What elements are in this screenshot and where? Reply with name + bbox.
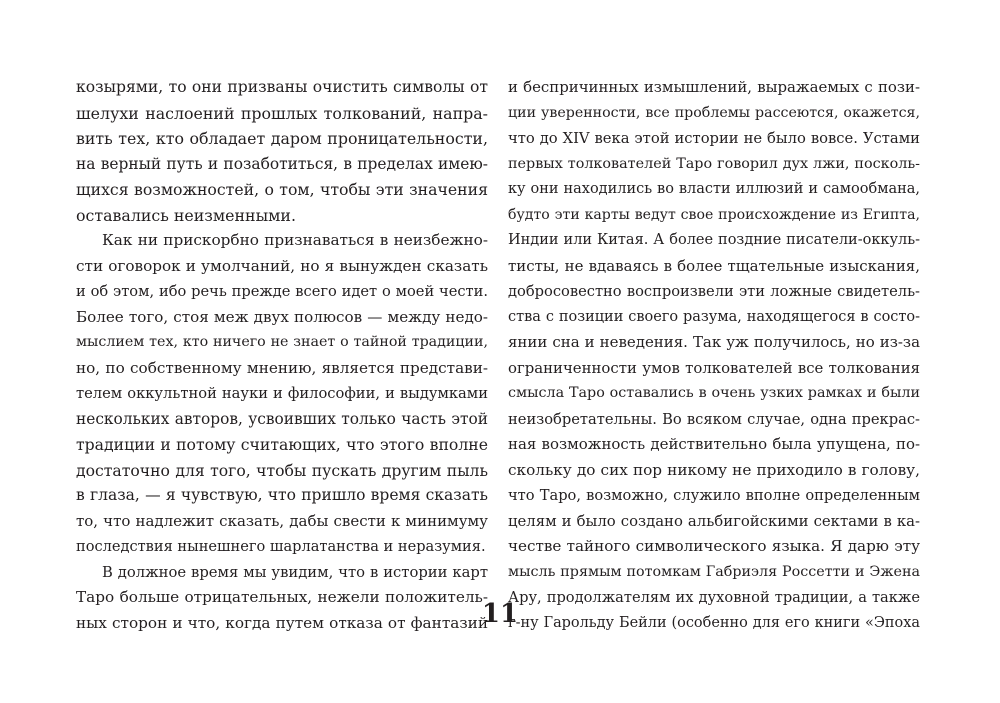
paragraph-first-line: Как ни прискорбно признаваться в неизбежно- — [102, 231, 488, 249]
text-line: мыслием тех, кто ничего не знает о тайной традиции, — [76, 334, 488, 350]
text-line: телем оккультной науки и философии, и выдумками — [76, 385, 488, 402]
text-line: сти оговорок и умолчаний, но я вынужден сказать — [76, 256, 488, 275]
text-line: то, что надлежит сказать, дабы свести к минимуму — [76, 511, 488, 530]
right-text-column — [508, 75, 920, 636]
text-line: ограниченности умов толкователей все толкования — [508, 358, 920, 377]
text-line: щихся возможностей, о том, чтобы эти значения — [76, 180, 488, 199]
text-line: смысла Таро оставались в очень узких рамках и были — [508, 385, 920, 401]
text-line: ции уверенности, все проблемы рассеются, окажется, — [508, 104, 920, 121]
text-line: ных сторон и что, когда путем отказа от фантазий — [76, 613, 488, 632]
text-line: но, по собственному мнению, является представи- — [76, 358, 488, 377]
page-number: 11 — [481, 599, 519, 629]
text-line: и беспричинных измышлений, выражаемых с пози- — [508, 78, 920, 96]
text-line: Ару, продолжателям их духовной традиции, а также — [508, 589, 920, 606]
text-line: будто эти карты ведут свое происхождение из Египта, — [508, 206, 920, 223]
text-line: козырями, то они призваны очистить символы от — [76, 78, 488, 96]
text-line: что Таро, возможно, служило вполне определенным — [508, 487, 920, 504]
text-line: Таро больше отрицательных, нежели положитель- — [76, 588, 488, 606]
paragraph-last-line: оставались неизменными. — [76, 205, 296, 225]
text-line: мысль прямым потомкам Габриэля Россетти и Эжена — [508, 563, 920, 580]
text-line: ная возможность действительно была упущена, по- — [508, 435, 920, 453]
text-line: что до XIV века этой истории не было вовсе. Устами — [508, 130, 920, 147]
text-line: шелухи наслоений прошлых толкований, напра- — [76, 103, 488, 123]
text-line: нескольких авторов, усвоивших только часть этой — [76, 409, 488, 428]
text-line: тисты, не вдаваясь в более тщательные изыскания, — [508, 256, 920, 275]
text-line: первых толкователей Таро говорил дух лжи, посколь- — [508, 155, 920, 172]
text-line: янии сна и неведения. Так уж получилось, но из-за — [508, 333, 920, 351]
text-line: и об этом, ибо речь прежде всего идет о моей чести. — [76, 283, 488, 300]
text-line: вить тех, кто обладает даром проницательности, — [76, 129, 488, 148]
text-line: традиции и потому считающих, что этого вполне — [76, 435, 488, 454]
text-line: г-ну Гарольду Бейли (особенно для его книги «Эпоха — [508, 614, 920, 631]
paragraph-last-line: последствия нынешнего шарлатанства и неразумия. — [76, 538, 486, 555]
text-line: целям и было создано альбигойскими сектами в ка- — [508, 512, 920, 530]
text-line: ку они находились во власти иллюзий и самообмана, — [508, 181, 920, 197]
text-line: Индии или Китая. А более поздние писатели-оккуль- — [508, 232, 920, 248]
text-line: на верный путь и позаботиться, в пределах имею- — [76, 154, 488, 173]
text-line: добросовестно воспроизвели эти ложные свидетель- — [508, 283, 920, 300]
text-line: неизобретательны. Во всяком случае, одна прекрас- — [508, 410, 920, 428]
text-line: скольку до сих пор никому не приходило в голову, — [508, 460, 920, 479]
text-line: достаточно для того, чтобы пускать другим пыль — [76, 460, 488, 480]
text-line: Более того, стоя меж двух полюсов — между недо- — [76, 307, 488, 326]
text-line: в глаза, — я чувствую, что пришло время сказать — [76, 486, 488, 504]
left-text-column — [76, 75, 488, 636]
text-line: ства с позиции своего разума, находящегося в состо- — [508, 308, 920, 325]
paragraph-first-line: В должное время мы увидим, что в истории карт — [102, 563, 488, 581]
text-line: честве тайного символического языка. Я дарю эту — [508, 537, 920, 555]
